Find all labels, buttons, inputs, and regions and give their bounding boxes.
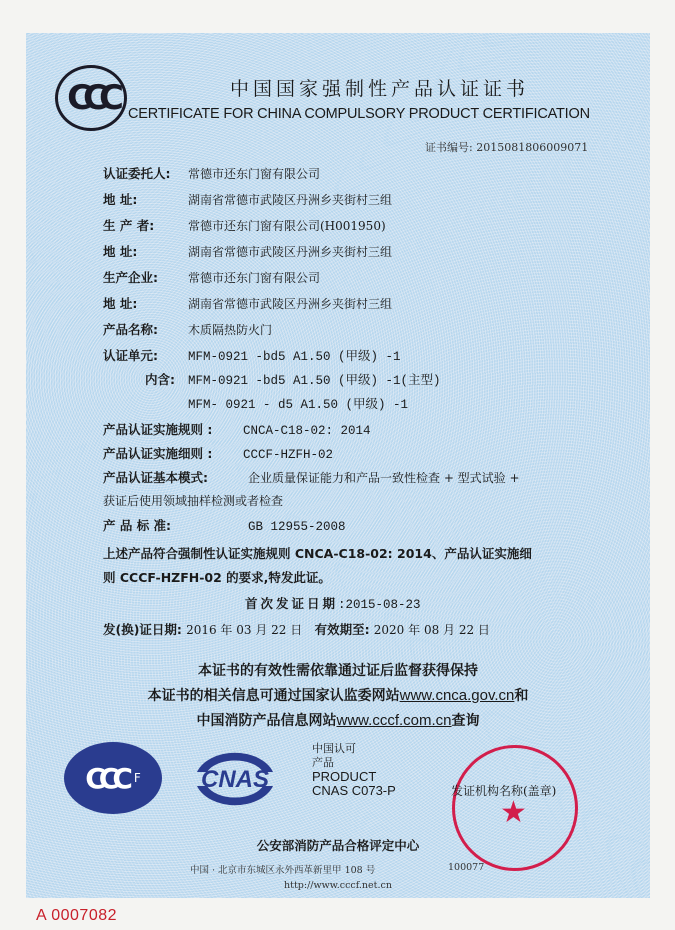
title-chinese: 中国国家强制性产品认证证书 (230, 78, 530, 100)
field-product-standard: 产 品 标 准: GB 12955-2008 (103, 518, 346, 534)
svg-text:CNAS: CNAS (200, 766, 270, 793)
issue-valid-dates: 发(换)证日期: 2016 年 03 月 22 日 有效期至: 2020 年 08 月 22 日 (103, 622, 490, 637)
cert-no-label: 证书编号: (425, 141, 473, 154)
field-factory: 生产企业: 常德市还东门窗有限公司 (103, 270, 321, 285)
issuer-url: http://www.cccf.net.cn (284, 880, 392, 891)
issuer-address: 中国 · 北京市东城区永外西革新里甲 108 号 (190, 865, 376, 876)
issuing-authority-label: 发证机构名称(盖章) (451, 784, 557, 798)
notice-line-2: 本证书的相关信息可通过国家认监委网站www.cnca.gov.cn和 (147, 687, 529, 704)
cnas-logo-icon (185, 738, 285, 818)
statement-line-2: 则 CCCF-HZFH-02 的要求,特发此证。 (103, 570, 331, 585)
field-includes: 内含: MFM-0921 -bd5 A1.50 (甲级) -1(主型) (145, 372, 441, 388)
title-english: CERTIFICATE FOR CHINA COMPULSORY PRODUCT CERTIFICATION (128, 106, 590, 122)
cccf-logo-icon: CCC F (64, 742, 162, 814)
field-factory-address: 地 址: 湖南省常德市武陵区丹洲乡夹街村三组 (103, 296, 393, 311)
field-applicant: 认证委托人: 常德市还东门窗有限公司 (103, 166, 321, 181)
cert-no-value: 2015081806009071 (476, 141, 589, 154)
field-manufacturer-address: 地 址: 湖南省常德市武陵区丹洲乡夹街村三组 (103, 244, 393, 259)
notice-line-3: 中国消防产品信息网站www.cccf.com.cn查询 (196, 712, 480, 729)
field-impl-detail: 产品认证实施细则 : CCCF-HZFH-02 (103, 446, 334, 462)
field-cert-unit: 认证单元: MFM-0921 -bd5 A1.50 (甲级) -1 (103, 348, 401, 364)
statement-line-1: 上述产品符合强制性认证实施规则 CNCA-C18-02: 2014、产品认证实施细 (103, 546, 532, 561)
certificate-number (425, 139, 588, 155)
cccf-link[interactable]: www.cccf.com.cn (336, 712, 452, 729)
issuer-zip: 100077 (448, 862, 485, 873)
field-impl-rule: 产品认证实施规则 : CNCA-C18-02: 2014 (103, 422, 371, 438)
field-product-name: 产品名称: 木质隔热防火门 (103, 322, 273, 337)
cnas-accreditation-text: 中国认可 产品 PRODUCT CNAS C073-P (312, 742, 396, 798)
ccc-logo-icon: CCC (55, 65, 127, 131)
field-cert-mode-2: 获证后使用领域抽样检测或者检查 (103, 494, 284, 508)
cnca-link[interactable]: www.cnca.gov.cn (399, 687, 515, 704)
field-applicant-address: 地 址: 湖南省常德市武陵区丹洲乡夹街村三组 (103, 192, 393, 207)
issuer-name: 公安部消防产品合格评定中心 (256, 838, 420, 853)
field-cert-mode: 产品认证基本模式: 企业质量保证能力和产品一致性检查 + 型式试验 + (103, 470, 520, 485)
serial-number: A 0007082 (36, 907, 118, 924)
field-manufacturer: 生 产 者: 常德市还东门窗有限公司(H001950) (103, 218, 386, 233)
first-issue-date: 首次发证日期:2015-08-23 (245, 596, 421, 612)
notice-line-1: 本证书的有效性需依靠通过证后监督获得保持 (198, 663, 478, 679)
field-includes-2: MFM- 0921 - d5 A1.50 (甲级) -1 (188, 398, 409, 412)
seal-star-icon: ★ (500, 795, 527, 830)
